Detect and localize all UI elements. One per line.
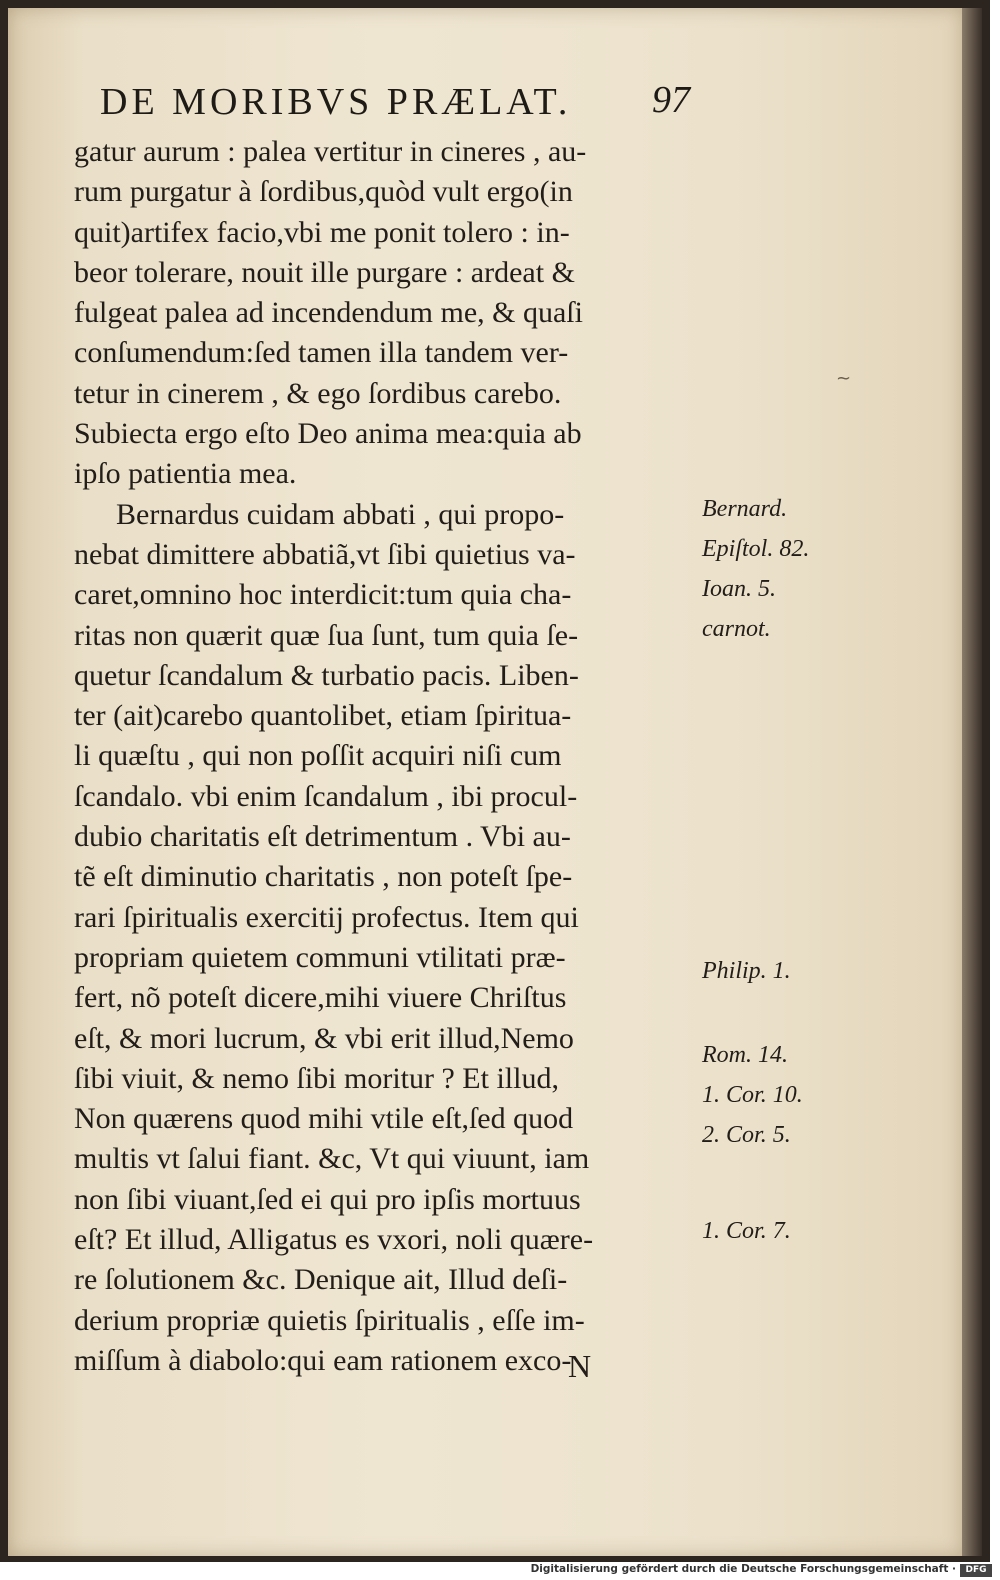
catchword: N bbox=[568, 1348, 592, 1384]
dfg-logo: DFG bbox=[960, 1564, 992, 1577]
text-line: eſt, & mori lucrum, & vbi erit illud,Nemo bbox=[74, 1021, 574, 1055]
text-line: Non quærens quod mihi vtile eſt,ſed quod bbox=[74, 1102, 574, 1136]
text-line: li quæſtu , qui non poſſit acquiri niſi cum bbox=[74, 739, 562, 773]
text-line: fulgeat palea ad incendendum me, & quaſi bbox=[74, 296, 583, 330]
text-line: ſibi viuit, & nemo ſibi moritur ? Et illud, bbox=[74, 1061, 559, 1095]
marginal-note: Ioan. 5. bbox=[702, 576, 776, 602]
marginal-note: 2. Cor. 5. bbox=[702, 1122, 791, 1148]
page-number: 97 bbox=[652, 79, 690, 121]
text-line: ipſo patientia mea. bbox=[74, 457, 297, 491]
page-edge bbox=[962, 8, 982, 1556]
running-title: DE MORIBVS PRÆLAT. bbox=[100, 81, 572, 123]
text-line: gatur aurum : palea vertitur in cineres , au- bbox=[74, 135, 587, 168]
text-line: re ſolutionem &c. Denique ait, Illud deſi- bbox=[74, 1263, 568, 1297]
text-line: multis vt ſalui fiant. &c, Vt qui viuunt, iam bbox=[74, 1142, 590, 1176]
text-line: ſcandalo. vbi enim ſcandalum , ibi procul- bbox=[74, 779, 578, 813]
text-line: derium propriæ quietis ſpiritualis , eſſe im- bbox=[74, 1303, 585, 1337]
text-line: tẽ eſt diminutio charitatis , non poteſt ſpe- bbox=[74, 860, 573, 894]
text-line: non ſibi viuant,ſed ei qui pro ipſis mortuus bbox=[74, 1182, 581, 1216]
marginal-note: 1. Cor. 7. bbox=[702, 1218, 791, 1244]
text-line: Subiecta ergo eſto Deo anima mea:quia ab bbox=[74, 417, 582, 451]
text-line: propriam quietem communi vtilitati præ- bbox=[74, 940, 566, 974]
body-text bbox=[74, 132, 690, 1381]
funding-credit: Digitalisierung gefördert durch die Deutsche Forschungsgemeinschaft · bbox=[530, 1563, 956, 1575]
text-line: tetur in cinerem , & ego ſordibus carebo. bbox=[74, 376, 562, 410]
text-line: Bernardus cuidam abbati , qui propo- bbox=[116, 497, 565, 531]
text-line: miſſum à diabolo:qui eam rationem exco- bbox=[74, 1343, 572, 1377]
text-line: caret,omnino hoc interdicit:tum quia cha- bbox=[74, 578, 572, 612]
text-line: eſt? Et illud, Alligatus es vxori, noli quære- bbox=[74, 1223, 594, 1257]
marginal-note: carnot. bbox=[702, 616, 771, 642]
marginal-note: Rom. 14. bbox=[702, 1042, 788, 1068]
marginal-note: Epiſtol. 82. bbox=[702, 536, 810, 562]
text-line: quetur ſcandalum & turbatio pacis. Liben- bbox=[74, 658, 579, 692]
text-line: fert, nõ poteſt dicere,mihi viuere Chriſtus bbox=[74, 981, 567, 1015]
text-line: conſumendum:ſed tamen illa tandem ver- bbox=[74, 336, 569, 370]
marginal-note: Bernard. bbox=[702, 496, 788, 522]
text-line: beor tolerare, nouit ille purgare : ardeat & bbox=[74, 255, 575, 289]
text-line: quit)artifex facio,vbi me ponit tolero : in- bbox=[74, 215, 570, 249]
text-line: rum purgatur à ſordibus,quòd vult ergo(in bbox=[74, 175, 573, 209]
text-line: ritas non quærit quæ ſua ſunt, tum quia ſe- bbox=[74, 618, 579, 652]
text-line: ter (ait)carebo quantolibet, etiam ſpiritua- bbox=[74, 699, 572, 733]
marginal-note: 1. Cor. 10. bbox=[702, 1082, 803, 1108]
stray-ink-mark: ~ bbox=[836, 368, 852, 389]
text-line: nebat dimittere abbatiã,vt ſibi quietius va- bbox=[74, 537, 576, 571]
marginal-note: Philip. 1. bbox=[702, 958, 791, 984]
text-line: rari ſpiritualis exercitij profectus. Item qui bbox=[74, 900, 579, 934]
text-line: dubio charitatis eſt detrimentum . Vbi au- bbox=[74, 820, 571, 854]
